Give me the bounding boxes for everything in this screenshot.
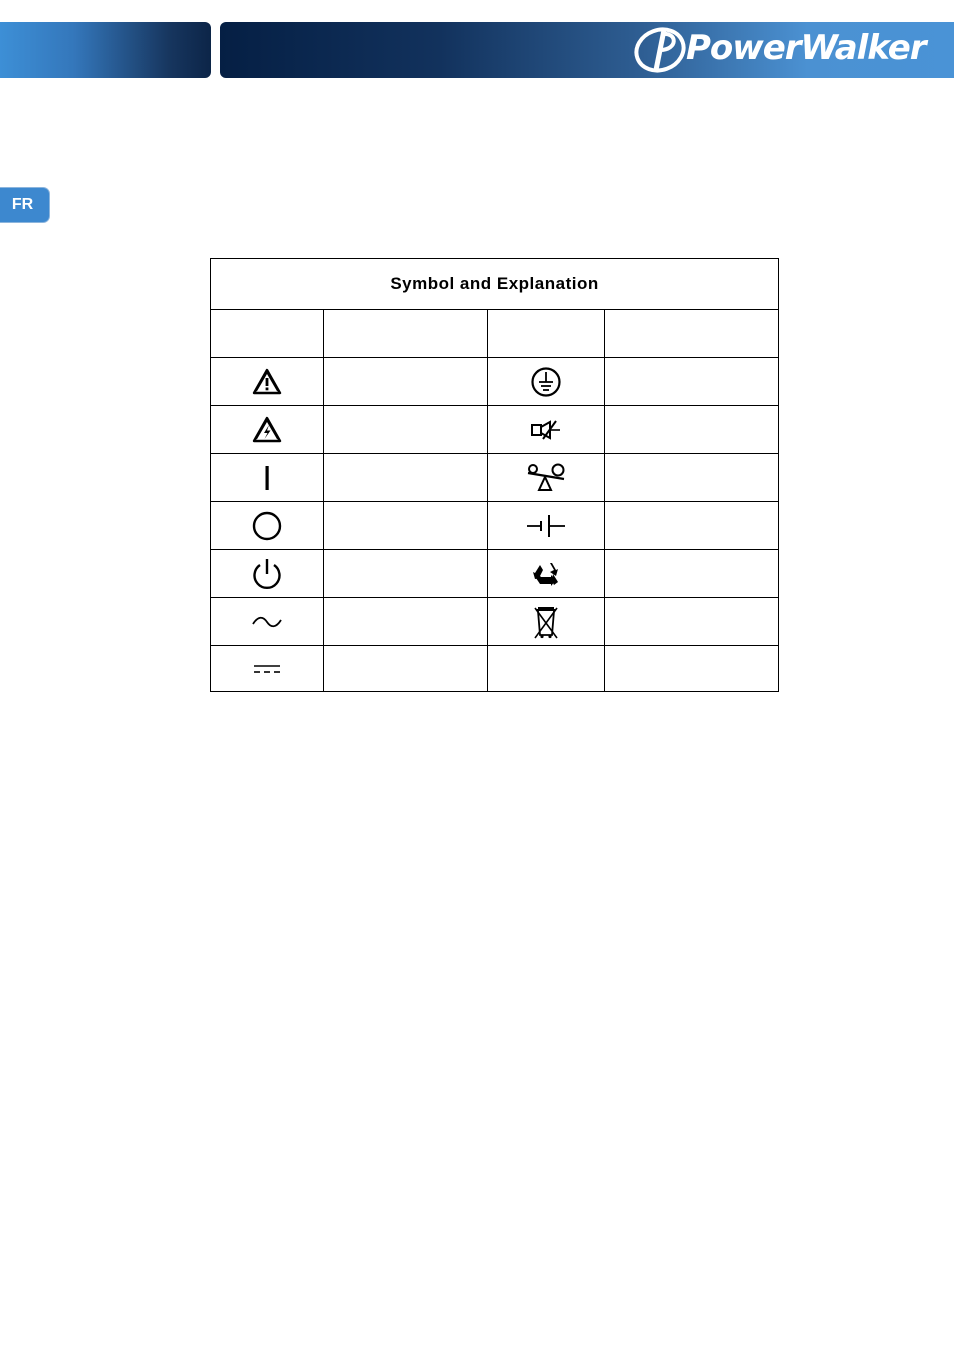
explanation-cell (324, 406, 488, 454)
symbol-cell (488, 550, 605, 598)
brand-name: PowerWalker (686, 28, 926, 68)
symbol-cell (211, 550, 324, 598)
table-row (211, 406, 779, 454)
battery-icon (525, 513, 567, 539)
language-tab[interactable]: FR (0, 187, 50, 223)
symbol-cell (211, 646, 324, 692)
explanation-cell (324, 646, 488, 692)
explanation-cell (605, 454, 779, 502)
explanation-cell (605, 502, 779, 550)
table-row (211, 598, 779, 646)
no-trash-bin-icon (533, 604, 559, 640)
brand-logo (632, 26, 940, 74)
table-row (211, 550, 779, 598)
symbol-cell (488, 598, 605, 646)
header-cell (605, 310, 779, 358)
explanation-cell (605, 358, 779, 406)
explanation-cell (605, 406, 779, 454)
electric-shock-icon (252, 416, 282, 444)
protective-ground-icon (530, 366, 562, 398)
explanation-cell (324, 358, 488, 406)
table-title: Symbol and Explanation (211, 259, 779, 310)
header-cell (324, 310, 488, 358)
symbol-cell (211, 406, 324, 454)
explanation-cell (324, 502, 488, 550)
explanation-cell (605, 646, 779, 692)
symbol-cell (488, 454, 605, 502)
explanation-cell (605, 598, 779, 646)
symbol-cell (488, 406, 605, 454)
standby-icon (250, 557, 284, 591)
symbol-cell (211, 454, 324, 502)
brand-mark-icon (632, 26, 690, 74)
explanation-cell (324, 454, 488, 502)
header-cell (488, 310, 605, 358)
symbol-cell (211, 598, 324, 646)
symbol-table (210, 258, 779, 692)
explanation-cell (324, 598, 488, 646)
direct-current-icon (252, 663, 282, 675)
symbol-cell (488, 502, 605, 550)
symbol-cell (488, 358, 605, 406)
explanation-cell (605, 550, 779, 598)
warning-exclamation-icon (252, 368, 282, 396)
table-row (211, 454, 779, 502)
power-off-icon (251, 510, 283, 542)
power-on-icon (262, 464, 272, 492)
table-row (211, 358, 779, 406)
overload-icon (525, 463, 567, 493)
explanation-cell (324, 550, 488, 598)
symbol-cell (211, 502, 324, 550)
alarm-mute-icon (530, 418, 562, 442)
alternating-current-icon (251, 615, 283, 629)
table-row (211, 502, 779, 550)
symbol-cell (211, 358, 324, 406)
table-row (211, 646, 779, 692)
recycle-icon (531, 560, 561, 588)
header-band-left (0, 22, 211, 78)
symbol-cell (488, 646, 605, 692)
table-header-row (211, 310, 779, 358)
header-cell (211, 310, 324, 358)
